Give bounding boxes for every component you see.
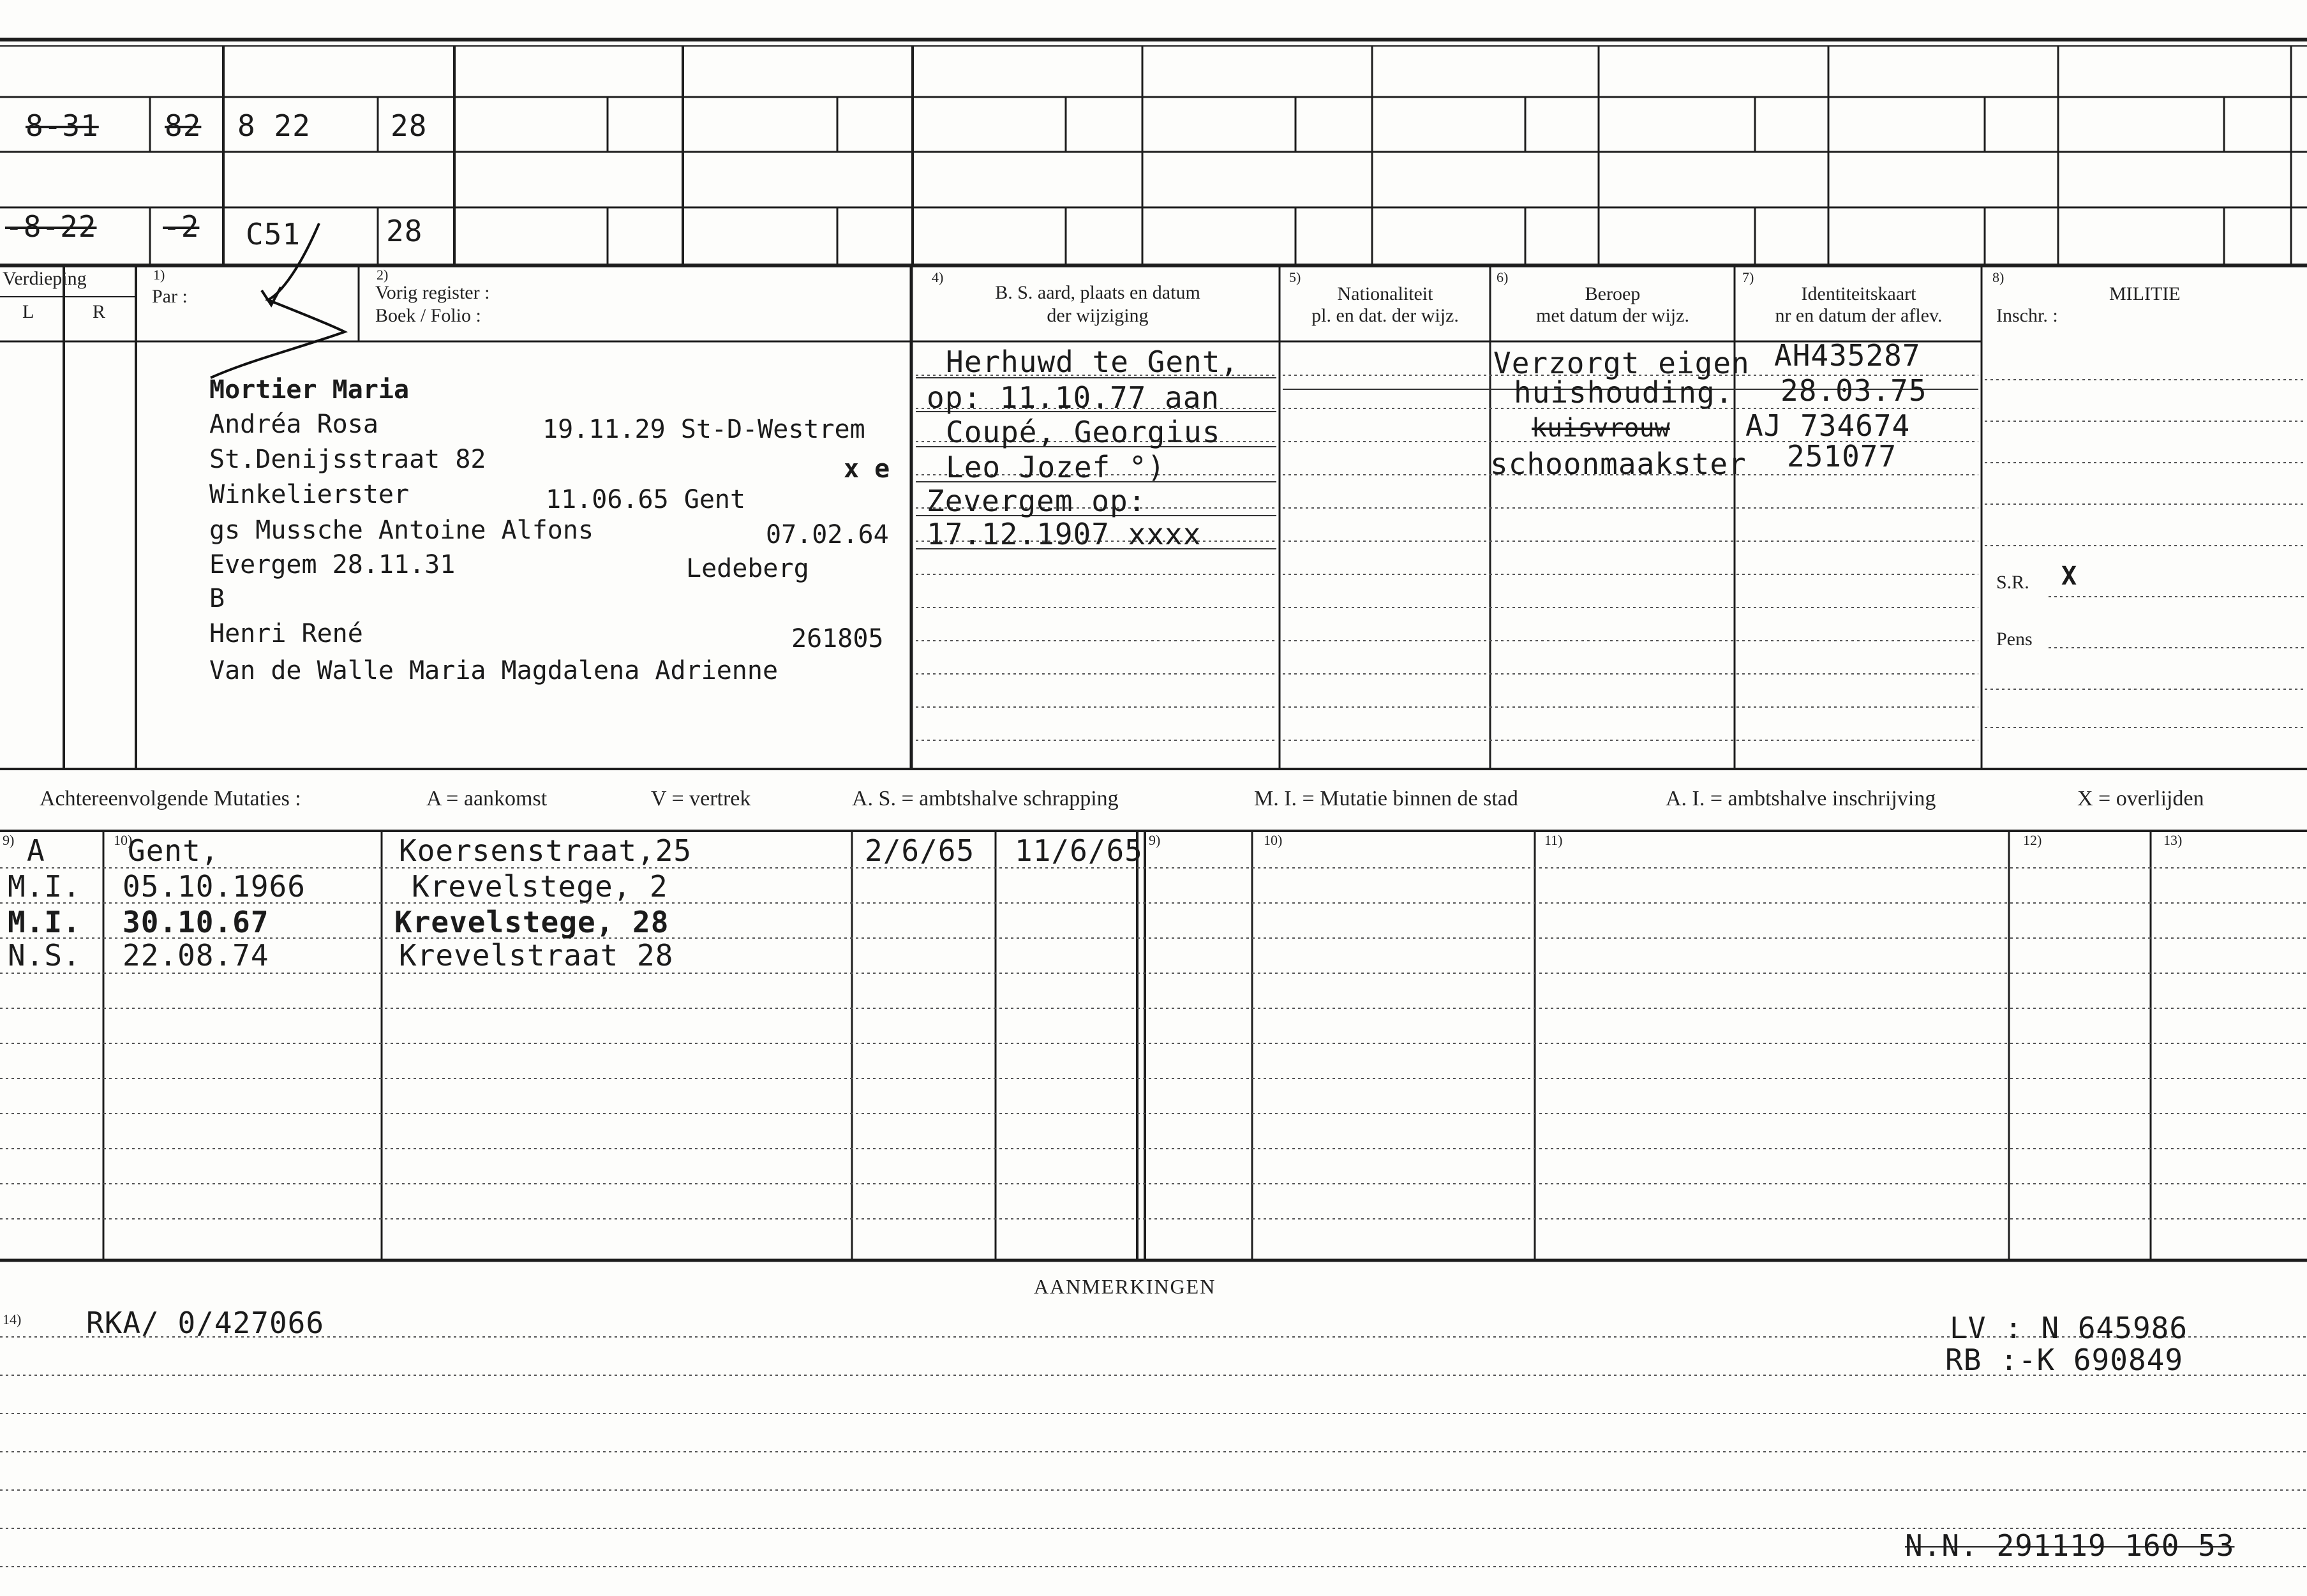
id-line-1: AH435287 <box>1774 338 1921 373</box>
footnote-11: 11) <box>1544 832 1563 848</box>
label-nationaliteit-sub: pl. en dat. der wijz. <box>1311 305 1459 326</box>
footnote-10: 10) <box>114 832 133 848</box>
beroep-line-1: Verzorgt eigen <box>1493 346 1750 380</box>
remarks-rka: RKA/ 0/427066 <box>86 1306 325 1340</box>
footnote-5: 5) <box>1289 269 1301 285</box>
mutation-street: Koersenstraat,25 <box>399 833 692 868</box>
footnote-9b: 9) <box>1149 832 1161 848</box>
label-bs-line2: der wijziging <box>1047 305 1149 326</box>
top-row2-c1: -8-22 <box>5 209 97 244</box>
person-name: Mortier Maria <box>209 375 410 405</box>
legend-v: V = vertrek <box>651 787 751 810</box>
person-spouse-date: 07.02.64 <box>766 520 889 549</box>
person-spouse-place: Ledeberg <box>686 554 809 583</box>
legend-mi: M. I. = Mutatie binnen de stad <box>1254 787 1518 810</box>
mutation-place: Gent, <box>128 833 220 868</box>
id-line-4: 251077 <box>1787 439 1897 474</box>
sr-mark: X <box>2061 562 2077 591</box>
mutation-type: M.I. <box>8 869 81 904</box>
label-bs-line1: B. S. aard, plaats en datum <box>995 282 1200 303</box>
label-vorig-register: Vorig register : <box>375 282 490 303</box>
legend-ai: A. I. = ambtshalve inschrijving <box>1666 787 1936 810</box>
id-line-3: AJ 734674 <box>1745 408 1911 443</box>
mutation-place: 05.10.1966 <box>123 869 306 904</box>
mutation-date-1: 2/6/65 <box>865 833 975 868</box>
top-row1-c1: 8-31 <box>26 108 99 143</box>
footnote-14: 14) <box>3 1311 22 1327</box>
top-row1-c4: 28 <box>391 108 428 143</box>
top-row2-c2: -2 <box>163 209 200 244</box>
person-spouse-birth: Evergem 28.11.31 <box>209 550 456 579</box>
footnote-4: 4) <box>932 269 944 285</box>
mutation-date-2: 11/6/65 <box>1015 833 1143 868</box>
footnote-10b: 10) <box>1264 832 1283 848</box>
footnote-13: 13) <box>2163 832 2183 848</box>
mutation-type: A <box>27 833 45 868</box>
person-occupation: Winkelierster <box>209 480 410 509</box>
person-spouse: gs Mussche Antoine Alfons <box>209 516 594 545</box>
person-mark: x e <box>844 454 890 484</box>
label-beroep-sub: met datum der wijz. <box>1536 305 1689 326</box>
top-row1-c3: 8 22 <box>237 108 311 143</box>
label-l: L <box>22 301 34 322</box>
label-boek-folio: Boek / Folio : <box>375 305 481 326</box>
person-address: St.Denijsstraat 82 <box>209 445 486 474</box>
beroep-line-3: kuisvrouw <box>1532 414 1670 443</box>
mutation-street: Krevelstege, 28 <box>394 905 669 939</box>
beroep-line-4: schoonmaakster <box>1490 447 1747 481</box>
label-nationaliteit: Nationaliteit <box>1337 283 1433 304</box>
person-line-b: B <box>209 584 225 613</box>
label-identiteitskaart-sub: nr en datum der aflev. <box>1775 305 1943 326</box>
top-row1-c2: 82 <box>165 108 202 143</box>
footnote-7: 7) <box>1742 269 1754 285</box>
footnote-2: 2) <box>377 267 389 283</box>
mutation-street: Krevelstraat 28 <box>399 938 674 973</box>
legend-title: Achtereenvolgende Mutaties : <box>40 787 301 810</box>
bs-line-4: Leo Jozef °) <box>946 450 1166 484</box>
mutation-place: 30.10.67 <box>123 905 269 939</box>
remarks-rb: RB :-K 690849 <box>1945 1343 2184 1377</box>
person-birth: 19.11.29 St-D-Westrem <box>542 415 865 444</box>
id-line-2: 28.03.75 <box>1781 373 1927 408</box>
label-sr: S.R. <box>1996 572 2029 593</box>
mutation-type: N.S. <box>8 938 81 973</box>
footnote-12: 12) <box>2023 832 2042 848</box>
footnote-6: 6) <box>1497 269 1509 285</box>
bs-line-2: op: 11.10.77 aan <box>927 380 1220 415</box>
person-occupation-date: 11.06.65 Gent <box>546 485 746 514</box>
person-father: Henri René <box>209 619 363 648</box>
mutation-street: Krevelstege, 2 <box>412 869 668 904</box>
label-inschr: Inschr. : <box>1996 305 2058 326</box>
bs-line-5: Zevergem op: <box>927 484 1147 518</box>
top-row2-c3: C51 <box>246 217 301 251</box>
label-beroep: Beroep <box>1585 283 1641 304</box>
legend-a: A = aankomst <box>426 787 548 810</box>
bs-line-3: Coupé, Georgius <box>946 415 1221 449</box>
footnote-8: 8) <box>1992 269 2005 285</box>
mutation-type: M.I. <box>8 905 81 939</box>
label-r: R <box>93 301 106 322</box>
mutation-place: 22.08.74 <box>123 938 269 973</box>
label-pens: Pens <box>1996 629 2033 650</box>
remarks-lv: LV : N 645986 <box>1950 1311 2188 1345</box>
label-par: Par : <box>152 286 188 307</box>
person-given-names: Andréa Rosa <box>209 410 378 439</box>
legend-x: X = overlijden <box>2077 787 2204 810</box>
top-row2-c4: 28 <box>386 214 423 248</box>
remarks-title: AANMERKINGEN <box>1034 1275 1216 1298</box>
label-verdieping: Verdieping <box>3 268 87 289</box>
footnote-9: 9) <box>3 832 15 848</box>
remarks-nn: N.N. 291119 160 53 <box>1905 1528 2235 1563</box>
beroep-line-2: huishouding. <box>1514 375 1734 410</box>
label-militie: MILITIE <box>2109 283 2181 304</box>
bs-line-1: Herhuwd te Gent, <box>946 345 1239 379</box>
bs-line-6: 17.12.1907 xxxx <box>927 517 1202 551</box>
person-father-number: 261805 <box>791 624 884 653</box>
footnote-1: 1) <box>153 267 165 283</box>
person-mother: Van de Walle Maria Magdalena Adrienne <box>209 656 779 685</box>
legend-as: A. S. = ambtshalve schrapping <box>852 787 1119 810</box>
label-identiteitskaart: Identiteitskaart <box>1801 283 1916 304</box>
